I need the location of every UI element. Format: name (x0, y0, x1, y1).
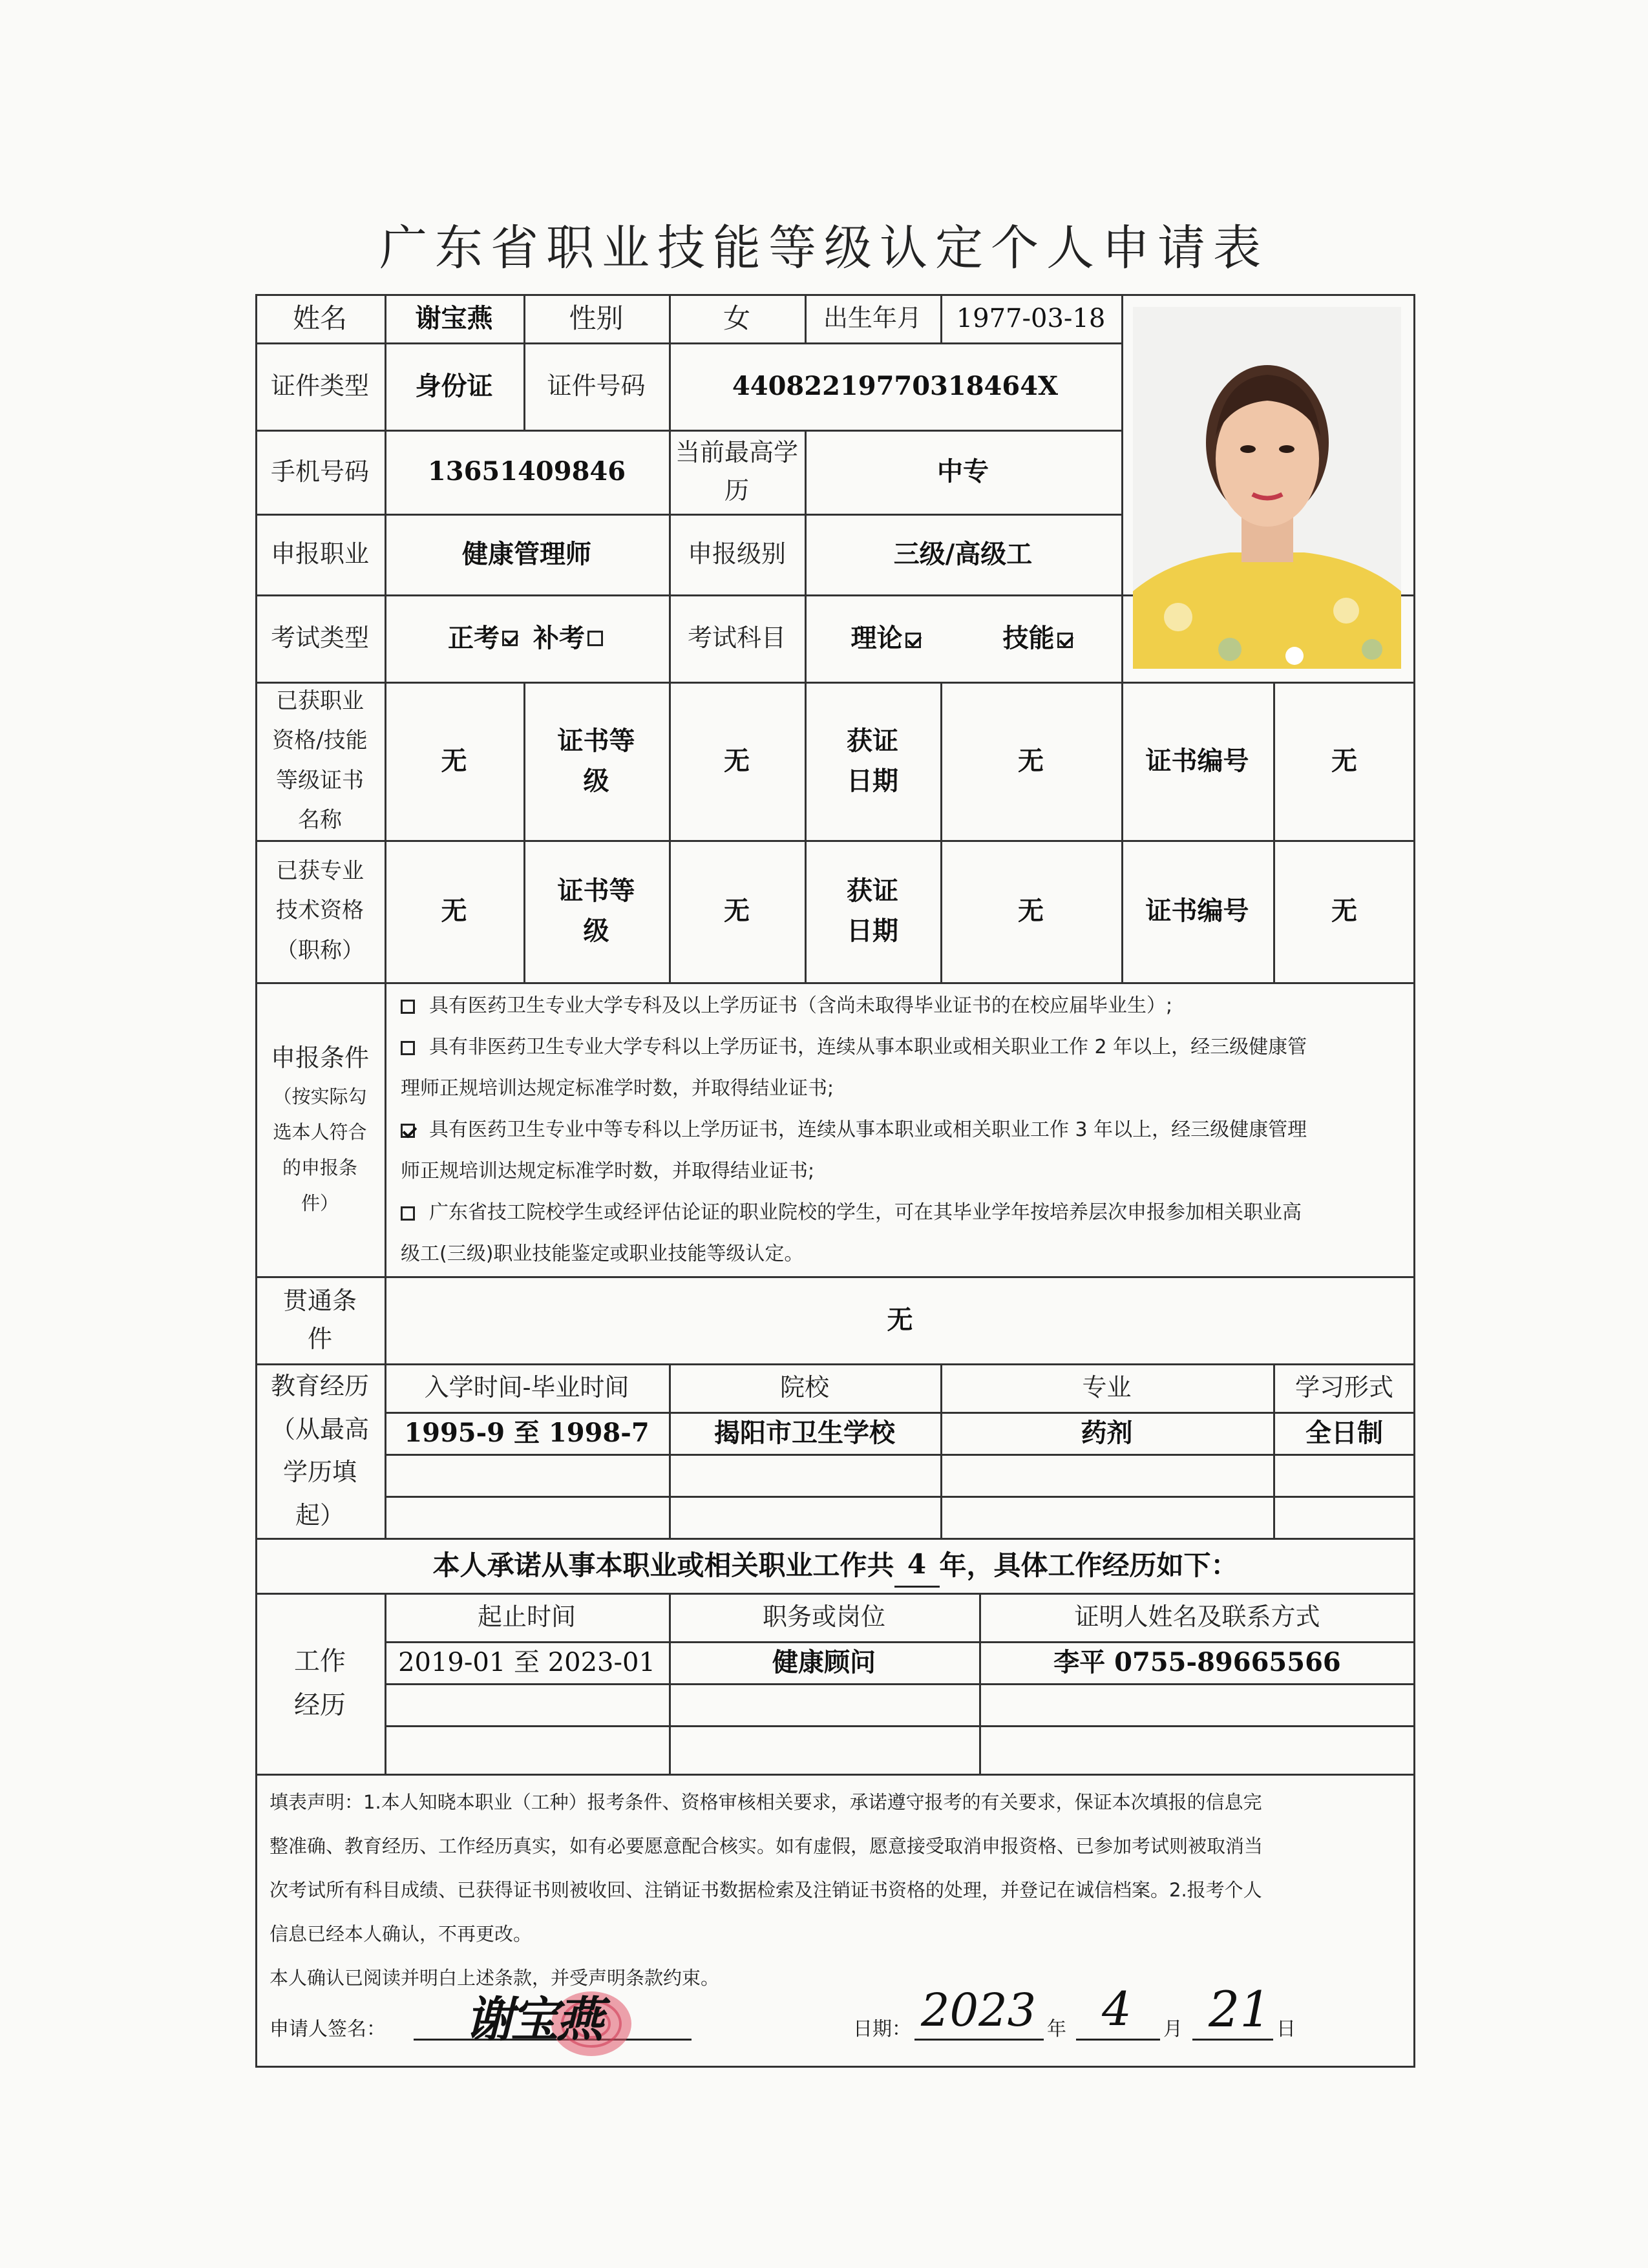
qual1-no-label: 证书编号 (1145, 745, 1249, 776)
condition-item-4 (401, 1192, 1409, 1275)
condition-item-2 (401, 1027, 1409, 1109)
name-label: 姓名 (292, 302, 347, 334)
condition-2-text-cont: 理师正规培训达规定标准学时数，并取得结业证书; (401, 1077, 834, 1100)
subject-skill-label: 技能 (1002, 622, 1055, 653)
condition-2-text: 具有非医药卫生专业大学专科以上学历证书，连续从事本职业或相关职业工作 2 年以上，经三级健康管 (429, 1036, 1307, 1058)
declaration-line-5: 本人确认已阅读并明白上述条款，并受声明条款约束。 (269, 1967, 720, 1989)
promise-after: 年，具体工作经历如下： (939, 1549, 1238, 1581)
declaration-line-4: 信息已经本人确认，不再更改。 (269, 1923, 533, 1945)
edu-label: 当前最高学历 (675, 438, 799, 505)
qual1-label: 已获职业资格/技能等级证书名称 (272, 688, 368, 833)
edu-header-school: 院校 (779, 1373, 829, 1402)
conditions-label-cell (255, 982, 385, 1276)
declaration-line-3: 次考试所有科目成绩、已获得证书则被收回、注销证书数据检索及注销证书资格的处理，并登记在诚信档案。2.报考个人 (269, 1879, 1262, 1901)
edu-header-period: 入学时间-毕业时间 (424, 1373, 629, 1402)
condition-item-1 (401, 985, 1409, 1027)
work-promise (255, 1538, 1415, 1593)
qual1-name[interactable]: 无 (441, 745, 467, 776)
idno-value[interactable]: 44082219770318464X (732, 370, 1059, 401)
gender-label: 性别 (569, 302, 624, 334)
promise-years[interactable]: 4 (894, 1543, 940, 1587)
phone-value[interactable]: 13651409846 (427, 456, 626, 487)
qual1-date[interactable]: 无 (1018, 745, 1044, 776)
qual1-grade[interactable]: 无 (724, 745, 750, 776)
application-form (255, 294, 1415, 2068)
qual2-date[interactable]: 无 (1018, 896, 1044, 926)
birth-label: 出生年月 (823, 304, 922, 333)
edu-value[interactable]: 中专 (937, 456, 989, 487)
qual2-date-label: 获证日期 (847, 876, 898, 946)
work-header-period: 起止时间 (477, 1602, 576, 1632)
declaration (269, 1780, 1404, 2000)
work-row1-position[interactable]: 健康顾问 (772, 1646, 876, 1677)
subject-theory-label: 理论 (850, 622, 903, 653)
subject-skill-checkbox[interactable] (1057, 633, 1073, 648)
condition-1-checkbox[interactable] (401, 1000, 415, 1014)
signature-label: 申请人签名： (269, 2018, 386, 2041)
name-value[interactable]: 谢宝燕 (415, 302, 493, 333)
qual2-label: 已获专业技术资格（职称） (276, 858, 364, 963)
date-year[interactable]: 2023 (921, 1984, 1037, 2037)
exam-regular-label: 正考 (448, 622, 500, 653)
qual2-no-label: 证书编号 (1145, 896, 1249, 926)
work-label: 工作经历 (294, 1646, 346, 1720)
condition-3-text-cont: 师正规培训达规定标准学时数，并取得结业证书; (401, 1160, 815, 1182)
condition-1-text: 具有医药卫生专业大学专科及以上学历证书（含尚未取得毕业证书的在校应届毕业生）; (429, 994, 1173, 1017)
date-month[interactable]: 4 (1102, 1982, 1132, 2036)
idno-label: 证件号码 (547, 372, 646, 401)
form-title: 广东省职业技能等级认定个人申请表 (379, 220, 1269, 276)
idtype-value[interactable]: 身份证 (415, 370, 493, 401)
occupation-label: 申报职业 (270, 540, 369, 569)
subject-label: 考试科目 (687, 624, 786, 653)
qual2-name[interactable]: 无 (441, 896, 467, 926)
idtype-label: 证件类型 (270, 372, 369, 401)
examtype-options (385, 594, 669, 682)
edu-row1-school[interactable]: 揭阳市卫生学校 (714, 1417, 895, 1448)
conditions-label: 申报条件 (270, 1044, 369, 1073)
applicant-signature[interactable]: 谢宝燕 (465, 1992, 601, 2048)
qual2-no[interactable]: 无 (1331, 896, 1357, 926)
level-label: 申报级别 (687, 540, 786, 569)
edu-header-mode: 学习形式 (1294, 1373, 1393, 1402)
occupation-value[interactable]: 健康管理师 (462, 538, 591, 569)
condition-3-checkbox[interactable] (401, 1124, 415, 1138)
conditions-sublabel: （按实际勾选本人符合的申报条件） (273, 1085, 367, 1214)
exam-regular-checkbox[interactable] (502, 631, 518, 646)
edu-row1-major[interactable]: 药剂 (1081, 1417, 1133, 1448)
date-day[interactable]: 21 (1209, 1980, 1271, 2038)
year-unit: 年 (1047, 2018, 1066, 2041)
exam-makeup-label: 补考 (533, 622, 585, 653)
gender-value[interactable]: 女 (723, 302, 750, 334)
qual2-grade-label: 证书等级 (557, 876, 635, 946)
education-label: 教育经历（从最高学历填起） (271, 1372, 370, 1529)
condition-4-checkbox[interactable] (401, 1206, 415, 1221)
condition-4-text: 广东省技工院校学生或经评估论证的职业院校的学生，可在其毕业学年按培养层次申报参加相关职业高 (429, 1201, 1302, 1224)
qual1-date-label: 获证日期 (847, 725, 898, 796)
subject-options (805, 594, 1121, 682)
through-value[interactable]: 无 (887, 1304, 913, 1335)
applicant-photo (1133, 307, 1401, 669)
declaration-line-1: 填表声明：1.本人知晓本职业（工种）报考条件、资格审核相关要求，承诺遵守报考的有关要求，保证本次填报的信息完 (269, 1791, 1262, 1813)
work-header-position: 职务或岗位 (762, 1602, 885, 1632)
edu-row1-period[interactable]: 1995-9 至 1998-7 (404, 1417, 650, 1448)
edu-row1-mode[interactable]: 全日制 (1305, 1417, 1383, 1448)
examtype-label: 考试类型 (270, 624, 369, 653)
work-row1-period[interactable]: 2019-01 至 2023-01 (398, 1647, 655, 1677)
edu-header-major: 专业 (1082, 1373, 1132, 1402)
month-unit: 月 (1163, 2018, 1183, 2041)
qual1-no[interactable]: 无 (1331, 745, 1357, 776)
date-label: 日期： (853, 2018, 911, 2041)
condition-3-text: 具有医药卫生专业中等专科以上学历证书，连续从事本职业或相关职业工作 3 年以上，经三级健康管理 (429, 1118, 1307, 1141)
condition-item-3 (401, 1109, 1409, 1192)
exam-makeup-checkbox[interactable] (587, 631, 603, 646)
qual1-grade-label: 证书等级 (557, 725, 635, 796)
declaration-line-2: 整准确、教育经历、工作经历真实，如有必要愿意配合核实。如有虚假，愿意接受取消申报资格、已参加考试则被取消当 (269, 1835, 1263, 1857)
condition-2-checkbox[interactable] (401, 1041, 415, 1055)
level-value[interactable]: 三级/高级工 (893, 538, 1033, 569)
condition-4-text-cont: 级工(三级)职业技能鉴定或职业技能等级认定。 (401, 1243, 804, 1265)
work-row1-reference[interactable]: 李平 0755-89665566 (1053, 1646, 1341, 1677)
qual2-grade[interactable]: 无 (724, 896, 750, 926)
day-unit: 日 (1276, 2018, 1296, 2041)
work-header-reference: 证明人姓名及联系方式 (1074, 1602, 1320, 1632)
birth-value[interactable]: 1977-03-18 (956, 303, 1106, 333)
phone-label: 手机号码 (270, 457, 369, 486)
promise-before: 本人承诺从事本职业或相关职业工作共 (432, 1549, 894, 1581)
through-label: 贯通条件 (282, 1286, 357, 1353)
subject-theory-checkbox[interactable] (905, 633, 921, 648)
